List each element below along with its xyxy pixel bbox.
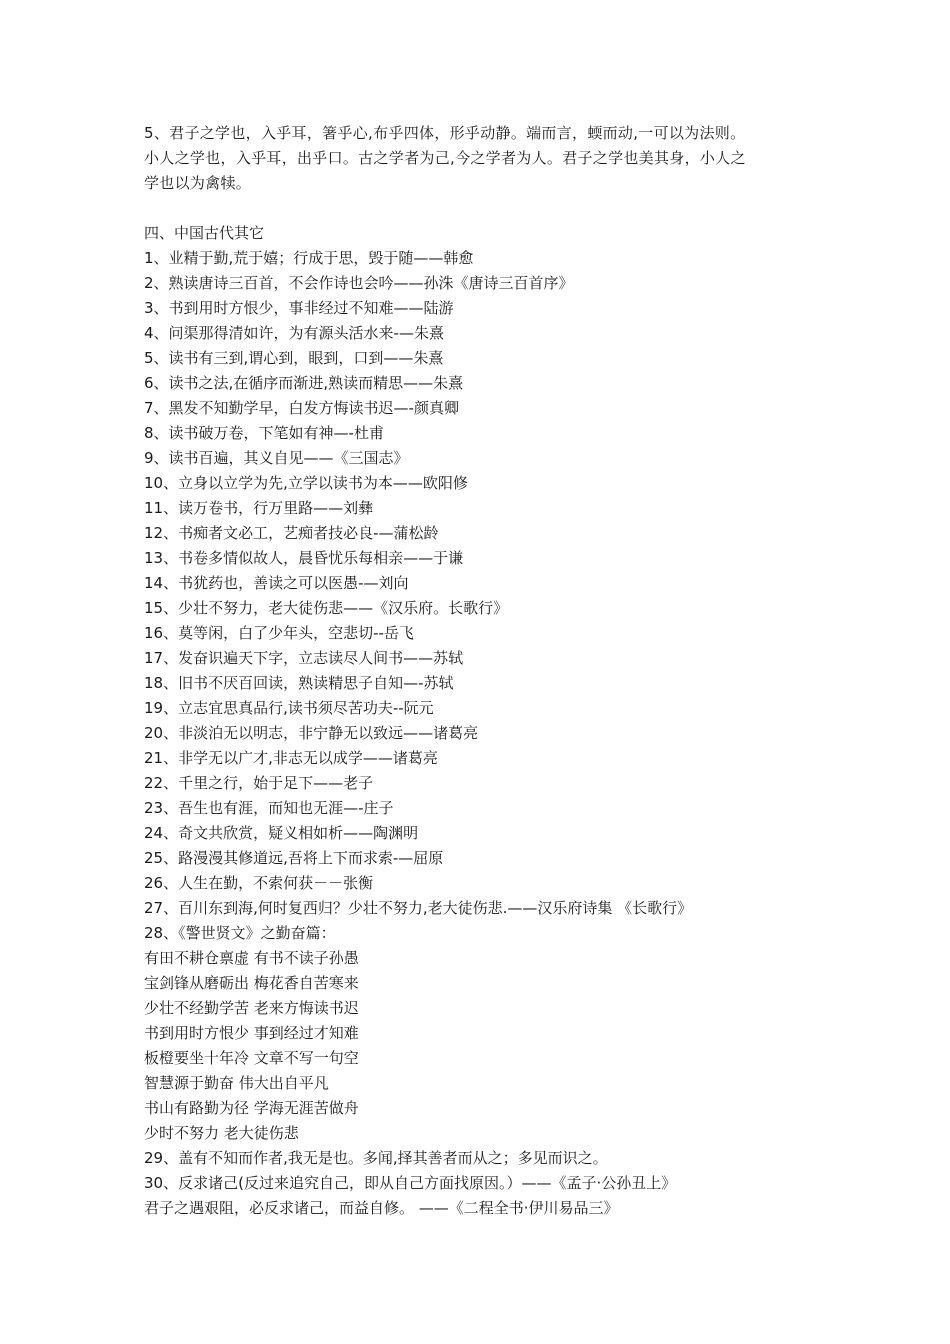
quote-item: 22、千里之行，始于足下——老子	[144, 774, 374, 792]
quote-item: 12、书痴者文必工，艺痴者技必良-—蒲松龄	[144, 524, 439, 542]
paragraph-line: 学也以为禽犊。	[144, 174, 252, 192]
quote-item: 2、熟读唐诗三百首，不会作诗也会吟——孙洙《唐诗三百首序》	[144, 274, 574, 292]
quote-item: 有田不耕仓禀虚 有书不读子孙愚	[144, 949, 359, 967]
quote-item: 宝剑锋从磨砺出 梅花香自苦寒来	[144, 974, 359, 992]
quote-item: 6、读书之法,在循序而渐进,熟读而精思——朱熹	[144, 374, 464, 392]
quote-item: 24、奇文共欣赏，疑义相如析——陶渊明	[144, 824, 419, 842]
quote-item: 7、黑发不知勤学早，白发方悔读书迟—-颜真卿	[144, 399, 459, 417]
section-heading: 四、中国古代其它	[144, 224, 265, 242]
quote-item: 11、读万卷书，行万里路——刘彝	[144, 499, 374, 517]
quote-item: 智慧源于勤奋 伟大出自平凡	[144, 1074, 329, 1092]
quote-item: 29、盖有不知而作者,我无是也。多闻,择其善者而从之；多见而识之。	[144, 1149, 608, 1167]
quote-item: 4、问渠那得清如许，为有源头活水来-—朱熹	[144, 324, 444, 342]
quote-item: 25、路漫漫其修道远,吾将上下而求索-—屈原	[144, 849, 444, 867]
paragraph-line: 5、君子之学也，入乎耳，箸乎心,布乎四体，形乎动静。端而言，蝡而动,一可以为法则。	[144, 124, 746, 142]
quote-item: 8、读书破万卷，下笔如有神—-杜甫	[144, 424, 384, 442]
quote-item: 少时不努力 老大徒伤悲	[144, 1124, 299, 1142]
quote-item: 10、立身以立学为先,立学以读书为本——欧阳修	[144, 474, 468, 492]
quote-item: 19、立志宜思真品行,读书须尽苦功夫--阮元	[144, 699, 434, 717]
paragraph-line: 小人之学也，入乎耳，出乎口。古之学者为己,今之学者为人。君子之学也美其身，小人之	[144, 149, 746, 167]
quote-list	[144, 246, 814, 1221]
quote-item: 21、非学无以广才,非志无以成学——诸葛亮	[144, 749, 438, 767]
quote-item: 16、莫等闲，白了少年头，空悲切--岳飞	[144, 624, 414, 642]
quote-item: 30、反求诸己(反过来追究自己，即从自己方面找原因。）——《孟子·公孙丑上》	[144, 1174, 677, 1192]
quote-item: 1、业精于勤,荒于嬉；行成于思，毁于随——韩愈	[144, 249, 474, 267]
quote-item: 书到用时方恨少 事到经过才知难	[144, 1024, 359, 1042]
quote-item: 15、少壮不努力，老大徒伤悲——《汉乐府。长歌行》	[144, 599, 509, 617]
quote-item: 板橙要坐十年冷 文章不写一句空	[144, 1049, 359, 1067]
quote-item: 18、旧书不厌百回读，熟读精思子自知—-苏轼	[144, 674, 454, 692]
quote-item: 27、百川东到海,何时复西归？少壮不努力,老大徒伤悲.——汉乐府诗集 《长歌行》	[144, 899, 693, 917]
quote-item: 17、发奋识遍天下字，立志读尽人间书——苏轼	[144, 649, 464, 667]
quote-item: 5、读书有三到,谓心到，眼到，口到——朱熹	[144, 349, 444, 367]
quote-item: 14、书犹药也，善读之可以医愚-—刘向	[144, 574, 409, 592]
quote-item: 26、人生在勤，不索何获－－张衡	[144, 874, 374, 892]
quote-item: 书山有路勤为径 学海无涯苦做舟	[144, 1099, 359, 1117]
quote-item: 少壮不经勤学苦 老来方悔读书迟	[144, 999, 359, 1017]
quote-item: 13、书卷多情似故人，晨昏忧乐每相亲——于谦	[144, 549, 464, 567]
blank-line	[144, 196, 814, 221]
quote-item: 3、书到用时方恨少，事非经过不知难——陆游	[144, 299, 454, 317]
quote-item: 23、吾生也有涯，而知也无涯—-庄子	[144, 799, 394, 817]
quote-item: 9、读书百遍，其义自见——《三国志》	[144, 449, 409, 467]
quote-item: 君子之遇艰阻，必反求诸己，而益自修。 ——《二程全书·伊川易品三》	[144, 1199, 619, 1217]
intro-paragraph	[144, 121, 814, 196]
quote-item: 28、《警世贤文》之勤奋篇：	[144, 924, 336, 942]
document-page	[144, 121, 814, 1221]
quote-item: 20、非淡泊无以明志，非宁静无以致远——诸葛亮	[144, 724, 479, 742]
